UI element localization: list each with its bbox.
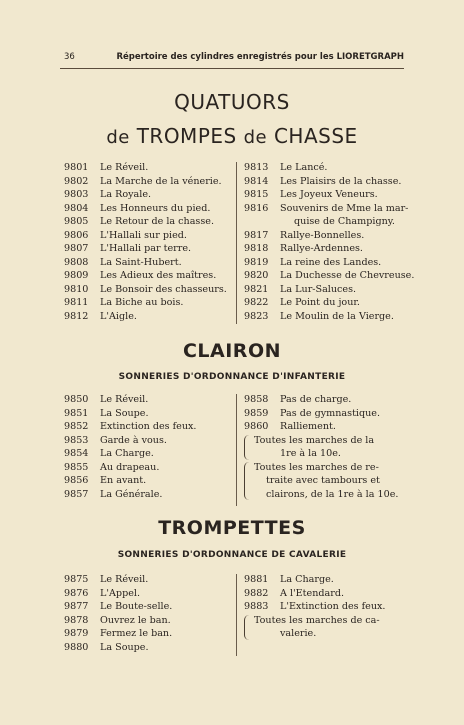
cylinder-title: L'Hallali par terre.	[100, 243, 192, 254]
list-item	[244, 202, 414, 216]
list-item	[64, 269, 227, 283]
list-item	[64, 641, 172, 655]
cylinder-title: La Charge.	[280, 574, 334, 585]
list-item	[64, 229, 227, 243]
cylinder-title: Extinction des feux.	[100, 421, 197, 432]
brace-line: Toutes les marches de re-	[254, 461, 379, 473]
cylinder-number: 9807	[64, 243, 89, 254]
cylinder-title: La Royale.	[100, 189, 152, 200]
cylinder-title: L'Aigle.	[100, 310, 137, 322]
cylinder-title: Les Joyeux Veneurs.	[280, 189, 378, 200]
list-item	[64, 161, 227, 175]
cylinder-title: Le Moulin de la Vierge.	[280, 310, 394, 322]
cylinder-title: Pas de gymnastique.	[280, 407, 381, 419]
cylinder-number: 9881	[244, 574, 269, 585]
cylinder-number: 9815	[244, 189, 269, 200]
list-item	[64, 242, 227, 256]
brace-line: valerie.	[280, 628, 317, 639]
clairon-brace-note-2	[244, 461, 398, 502]
header-rule	[60, 68, 404, 69]
cylinder-number: 9820	[244, 270, 269, 281]
cylinder-number: 9810	[64, 283, 89, 295]
list-item	[64, 296, 227, 310]
clairon-left-list	[64, 393, 196, 501]
column-divider	[236, 574, 237, 656]
cylinder-number: 9808	[64, 256, 89, 268]
list-item	[64, 256, 227, 270]
cylinder-title: Le Boute-selle.	[100, 601, 173, 612]
brace-line: 1re à la 10e.	[280, 448, 341, 459]
running-title: Répertoire des cylindres enregistrés pour les LIORETGRAPH	[116, 52, 404, 62]
cylinder-title: La Marche de la vénerie.	[100, 175, 222, 187]
clairon-title: CLAIRON	[182, 340, 281, 362]
list-item	[244, 188, 414, 202]
cylinder-number: 9818	[244, 243, 269, 254]
cylinder-title: L'Hallali sur pied.	[100, 229, 187, 241]
trompettes-subtitle: SONNERIES D'ORDONNANCE DE CAVALERIE	[117, 550, 347, 560]
list-item	[64, 420, 196, 434]
cylinder-title: Les Adieux des maîtres.	[100, 270, 217, 281]
trompes-title-chasse: CHASSE	[273, 124, 358, 148]
list-item	[64, 461, 196, 475]
cylinder-number: 9801	[64, 162, 89, 173]
cylinder-number: 9850	[64, 394, 89, 405]
cylinder-title: La Duchesse de Chevreuse.	[280, 270, 415, 281]
quatuors-title: QUATUORS	[174, 90, 290, 114]
quatuors-right-list	[244, 161, 414, 323]
list-item	[64, 188, 227, 202]
cylinder-number: 9879	[64, 628, 89, 639]
cylinder-number: 9877	[64, 601, 89, 612]
cylinder-title: La Générale.	[100, 488, 163, 500]
cylinder-title: En avant.	[100, 475, 147, 486]
cylinder-number: 9821	[244, 283, 269, 295]
list-item	[64, 488, 196, 502]
cylinder-title: Fermez le ban.	[100, 628, 173, 639]
trompes-title	[0, 124, 464, 148]
list-item	[64, 202, 227, 216]
cylinder-title: Le Réveil.	[100, 394, 149, 405]
list-item	[244, 283, 414, 297]
cylinder-number: 9854	[64, 448, 89, 459]
list-item	[244, 256, 414, 270]
clairon-subtitle: SONNERIES D'ORDONNANCE D'INFANTERIE	[118, 372, 346, 382]
list-item	[64, 215, 227, 229]
cylinder-number: 9823	[244, 310, 269, 322]
cylinder-number: 9856	[64, 475, 89, 486]
cylinder-title: Ouvrez le ban.	[100, 614, 171, 626]
cylinder-title: La reine des Landes.	[280, 256, 382, 268]
cylinder-title: Rallye-Bonnelles.	[280, 229, 365, 241]
cylinder-title: Le Bonsoir des chasseurs.	[100, 283, 227, 295]
cylinder-number: 9819	[244, 256, 269, 268]
cylinder-number: 9876	[64, 587, 89, 599]
list-item	[64, 283, 227, 297]
list-item	[64, 614, 172, 628]
cylinder-title: Le Réveil.	[100, 574, 149, 585]
cylinder-title: La Soupe.	[100, 641, 149, 653]
cylinder-number: 9875	[64, 574, 89, 585]
cylinder-title: Souvenirs de Mme la mar-	[280, 202, 409, 214]
cylinder-title: Garde à vous.	[100, 434, 167, 446]
list-item	[64, 447, 196, 461]
list-item	[244, 420, 398, 434]
list-item	[244, 161, 414, 175]
list-item	[244, 175, 414, 189]
cylinder-title: Pas de charge.	[280, 394, 352, 405]
column-divider	[236, 162, 237, 324]
cylinder-title: Les Plaisirs de la chasse.	[280, 175, 402, 187]
cylinder-number: 9814	[244, 175, 269, 187]
column-divider	[236, 394, 237, 506]
list-item	[64, 407, 196, 421]
cylinder-title: La Charge.	[100, 448, 154, 459]
cylinder-number: 9851	[64, 407, 89, 419]
cylinder-number: 9803	[64, 189, 89, 200]
cylinder-title: Au drapeau.	[100, 461, 160, 473]
cylinder-title: Ralliement.	[280, 421, 336, 432]
list-item	[64, 434, 196, 448]
trompettes-title: TROMPETTES	[158, 517, 306, 539]
cylinder-number: 9817	[244, 229, 269, 241]
cylinder-number: 9855	[64, 461, 89, 473]
cylinder-title: Rallye-Ardennes.	[280, 243, 363, 254]
cylinder-title: A l'Etendard.	[280, 587, 345, 599]
cylinder-title: La Biche au bois.	[100, 297, 184, 308]
cylinder-title: quise de Champigny.	[294, 216, 395, 227]
cylinder-number: 9878	[64, 614, 89, 626]
list-item	[244, 296, 414, 310]
list-item	[64, 310, 227, 324]
trompes-title-de-2: de	[243, 127, 268, 148]
brace-line: Toutes les marches de ca-	[254, 614, 380, 626]
list-item	[64, 587, 172, 601]
list-item	[64, 573, 172, 587]
cylinder-number: 9859	[244, 407, 269, 419]
brace-line: traite avec tambours et	[266, 475, 380, 486]
cylinder-number: 9802	[64, 175, 89, 187]
cylinder-number: 9860	[244, 421, 269, 432]
cylinder-number: 9882	[244, 587, 269, 599]
list-item	[64, 474, 196, 488]
cylinder-number: 9813	[244, 162, 269, 173]
cylinder-title: L'Extinction des feux.	[280, 601, 386, 612]
cylinder-title: La Saint-Hubert.	[100, 256, 182, 268]
list-item	[244, 269, 414, 283]
page-number: 36	[64, 52, 75, 62]
list-item	[244, 310, 414, 324]
cylinder-title: La Lur-Saluces.	[280, 283, 357, 295]
list-item	[244, 229, 414, 243]
quatuors-left-list	[64, 161, 227, 323]
cylinder-number: 9858	[244, 394, 269, 405]
trompes-title-de-1: de	[106, 127, 130, 148]
list-item	[244, 215, 414, 229]
list-item	[244, 573, 386, 587]
cylinder-title: Les Honneurs du pied.	[100, 202, 211, 214]
cylinder-number: 9806	[64, 229, 89, 241]
cylinder-number: 9857	[64, 488, 89, 500]
cylinder-title: Le Point du jour.	[280, 297, 360, 308]
brace-line: Toutes les marches de la	[254, 434, 375, 446]
list-item	[244, 393, 398, 407]
running-header	[64, 52, 404, 62]
clairon-brace-note-1	[244, 434, 398, 461]
list-item	[64, 600, 172, 614]
clairon-right-list	[244, 393, 398, 501]
cylinder-title: La Soupe.	[100, 407, 149, 419]
list-item	[64, 627, 172, 641]
cylinder-number: 9804	[64, 202, 89, 214]
cylinder-number: 9811	[64, 297, 89, 308]
cylinder-number: 9812	[64, 310, 89, 322]
cylinder-number: 9809	[64, 270, 89, 281]
cylinder-number: 9880	[64, 641, 89, 653]
list-item	[64, 175, 227, 189]
cylinder-number: 9805	[64, 216, 89, 227]
cylinder-number: 9816	[244, 202, 269, 214]
brace-line: clairons, de la 1re à la 10e.	[266, 488, 399, 500]
cylinder-number: 9822	[244, 297, 269, 308]
trompettes-brace-note	[244, 614, 386, 641]
list-item	[244, 587, 386, 601]
trompes-title-trompes: TROMPES	[136, 124, 237, 148]
cylinder-number: 9883	[244, 601, 269, 612]
list-item	[244, 242, 414, 256]
cylinder-title: Le Retour de la chasse.	[100, 216, 214, 227]
cylinder-number: 9852	[64, 421, 89, 432]
cylinder-title: Le Réveil.	[100, 162, 149, 173]
cylinder-title: Le Lancé.	[280, 162, 328, 173]
trompettes-right-list	[244, 573, 386, 641]
cylinder-title: L'Appel.	[100, 587, 141, 599]
list-item	[64, 393, 196, 407]
list-item	[244, 407, 398, 421]
trompettes-left-list	[64, 573, 172, 654]
list-item	[244, 600, 386, 614]
cylinder-number: 9853	[64, 434, 89, 446]
